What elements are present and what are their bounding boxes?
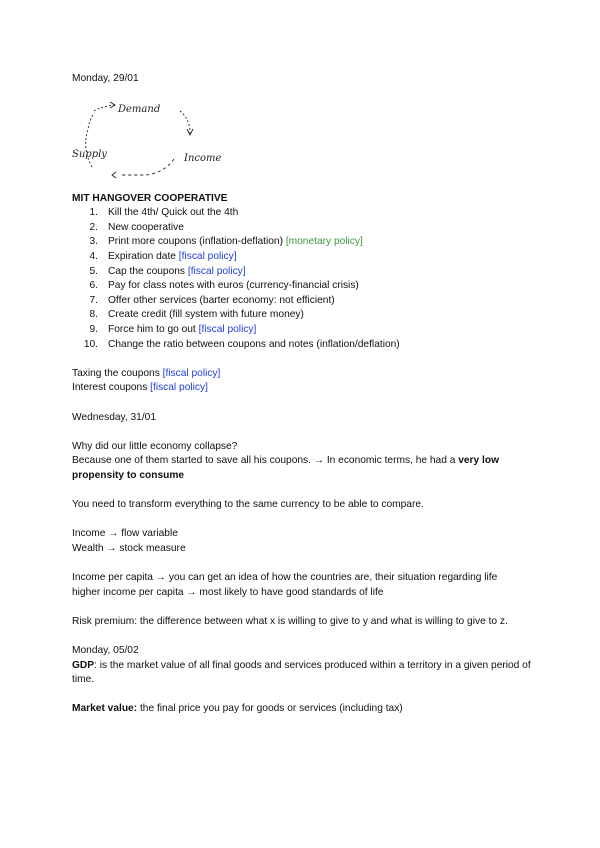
list-number: 6. — [89, 280, 98, 292]
date-wednesday-3101: Wednesday, 31/01 — [72, 411, 157, 423]
policy-tag: [fiscal policy] — [198, 323, 257, 335]
gdp-text: : is the market value of all final goods and services produced within a territory in a given period of time. — [72, 659, 531, 686]
document-page — [72, 72, 532, 717]
list-number: 5. — [89, 265, 98, 277]
list-number: 4. — [89, 250, 98, 262]
circular-flow-sketch — [72, 89, 232, 189]
diagram-label-supply: Supply — [72, 148, 107, 160]
higher-income-line: higher income per capita → most likely to have good standards of life — [72, 586, 384, 598]
policy-list-item — [72, 235, 532, 250]
policy-list-item — [72, 265, 532, 280]
taxing-tag: [fiscal policy] — [162, 367, 221, 379]
diagram-label-income: Income — [184, 152, 222, 164]
market-value-text: the final price you pay for goods or services (including tax) — [137, 703, 403, 715]
because-paragraph — [72, 454, 532, 483]
because-bold: very low propensity to consume — [72, 455, 499, 481]
list-item-text: Expiration date — [108, 250, 179, 262]
list-item-text: Offer other services (barter economy: not efficient) — [108, 294, 335, 306]
taxing-line — [72, 367, 532, 382]
collapse-question: Why did our little economy collapse? — [72, 440, 238, 452]
date-monday-2901: Monday, 29/01 — [72, 73, 139, 84]
income-flow-line: Income → flow variable — [72, 528, 178, 540]
policy-tag: [fiscal policy] — [178, 250, 237, 262]
list-item-text: Change the ratio between coupons and notes (inflation/deflation) — [108, 338, 400, 350]
policy-list-item — [72, 250, 532, 265]
interest-tag: [fiscal policy] — [150, 382, 208, 394]
list-number: 1. — [89, 207, 98, 219]
policy-tag: [fiscal policy] — [187, 265, 246, 277]
gdp-term: GDP — [72, 659, 95, 671]
list-item-text: Kill the 4th/ Quick out the 4th — [108, 207, 239, 219]
income-per-capita-paragraph: Income per capita → you can get an idea of how the countries are, their situation regarding life — [72, 572, 498, 584]
interest-text: Interest coupons — [72, 382, 151, 394]
date-monday-0502: Monday, 05/02 — [72, 645, 139, 656]
list-number: 7. — [89, 294, 98, 306]
policy-list-item — [72, 279, 532, 294]
risk-premium-paragraph: Risk premium: the difference between what x is willing to give to y and what is willing to give to z. — [72, 615, 508, 627]
policy-list-item — [72, 338, 532, 353]
policy-list-item — [72, 308, 532, 323]
interest-line — [72, 381, 532, 396]
diagram-label-demand: Demand — [118, 103, 161, 115]
policy-list-item — [72, 221, 532, 236]
wealth-stock-line: Wealth → stock measure — [72, 542, 186, 554]
market-value-term: Market value: — [72, 703, 138, 715]
list-item-text: New cooperative — [108, 221, 184, 233]
transform-sentence: You need to transform everything to the same currency to be able to compare. — [72, 499, 424, 511]
list-number: 3. — [89, 236, 98, 248]
policy-list-item — [72, 206, 532, 221]
because-text: Because one of them started to save all his coupons. → In economic terms, he had a — [72, 455, 459, 467]
taxing-text: Taxing the coupons — [72, 367, 163, 379]
policy-list-item — [72, 294, 532, 309]
list-item-text: Pay for class notes with euros (currency-financial crisis) — [108, 280, 359, 292]
policy-tag: [monetary policy] — [285, 236, 363, 248]
list-number: 9. — [89, 323, 98, 335]
list-number: 10. — [83, 338, 98, 350]
gdp-definition — [72, 659, 532, 688]
list-number: 2. — [89, 221, 98, 233]
policy-list-item — [72, 323, 532, 338]
section-heading: MIT HANGOVER COOPERATIVE — [72, 192, 228, 204]
list-number: 8. — [89, 309, 98, 321]
list-item-text: Create credit (fill system with future money) — [108, 309, 304, 321]
list-item-text: Print more coupons (inflation-deflation) — [108, 236, 286, 248]
list-item-text: Cap the coupons — [108, 265, 188, 277]
list-item-text: Force him to go out — [108, 323, 199, 335]
market-value-definition — [72, 702, 532, 717]
policy-list — [72, 206, 532, 352]
